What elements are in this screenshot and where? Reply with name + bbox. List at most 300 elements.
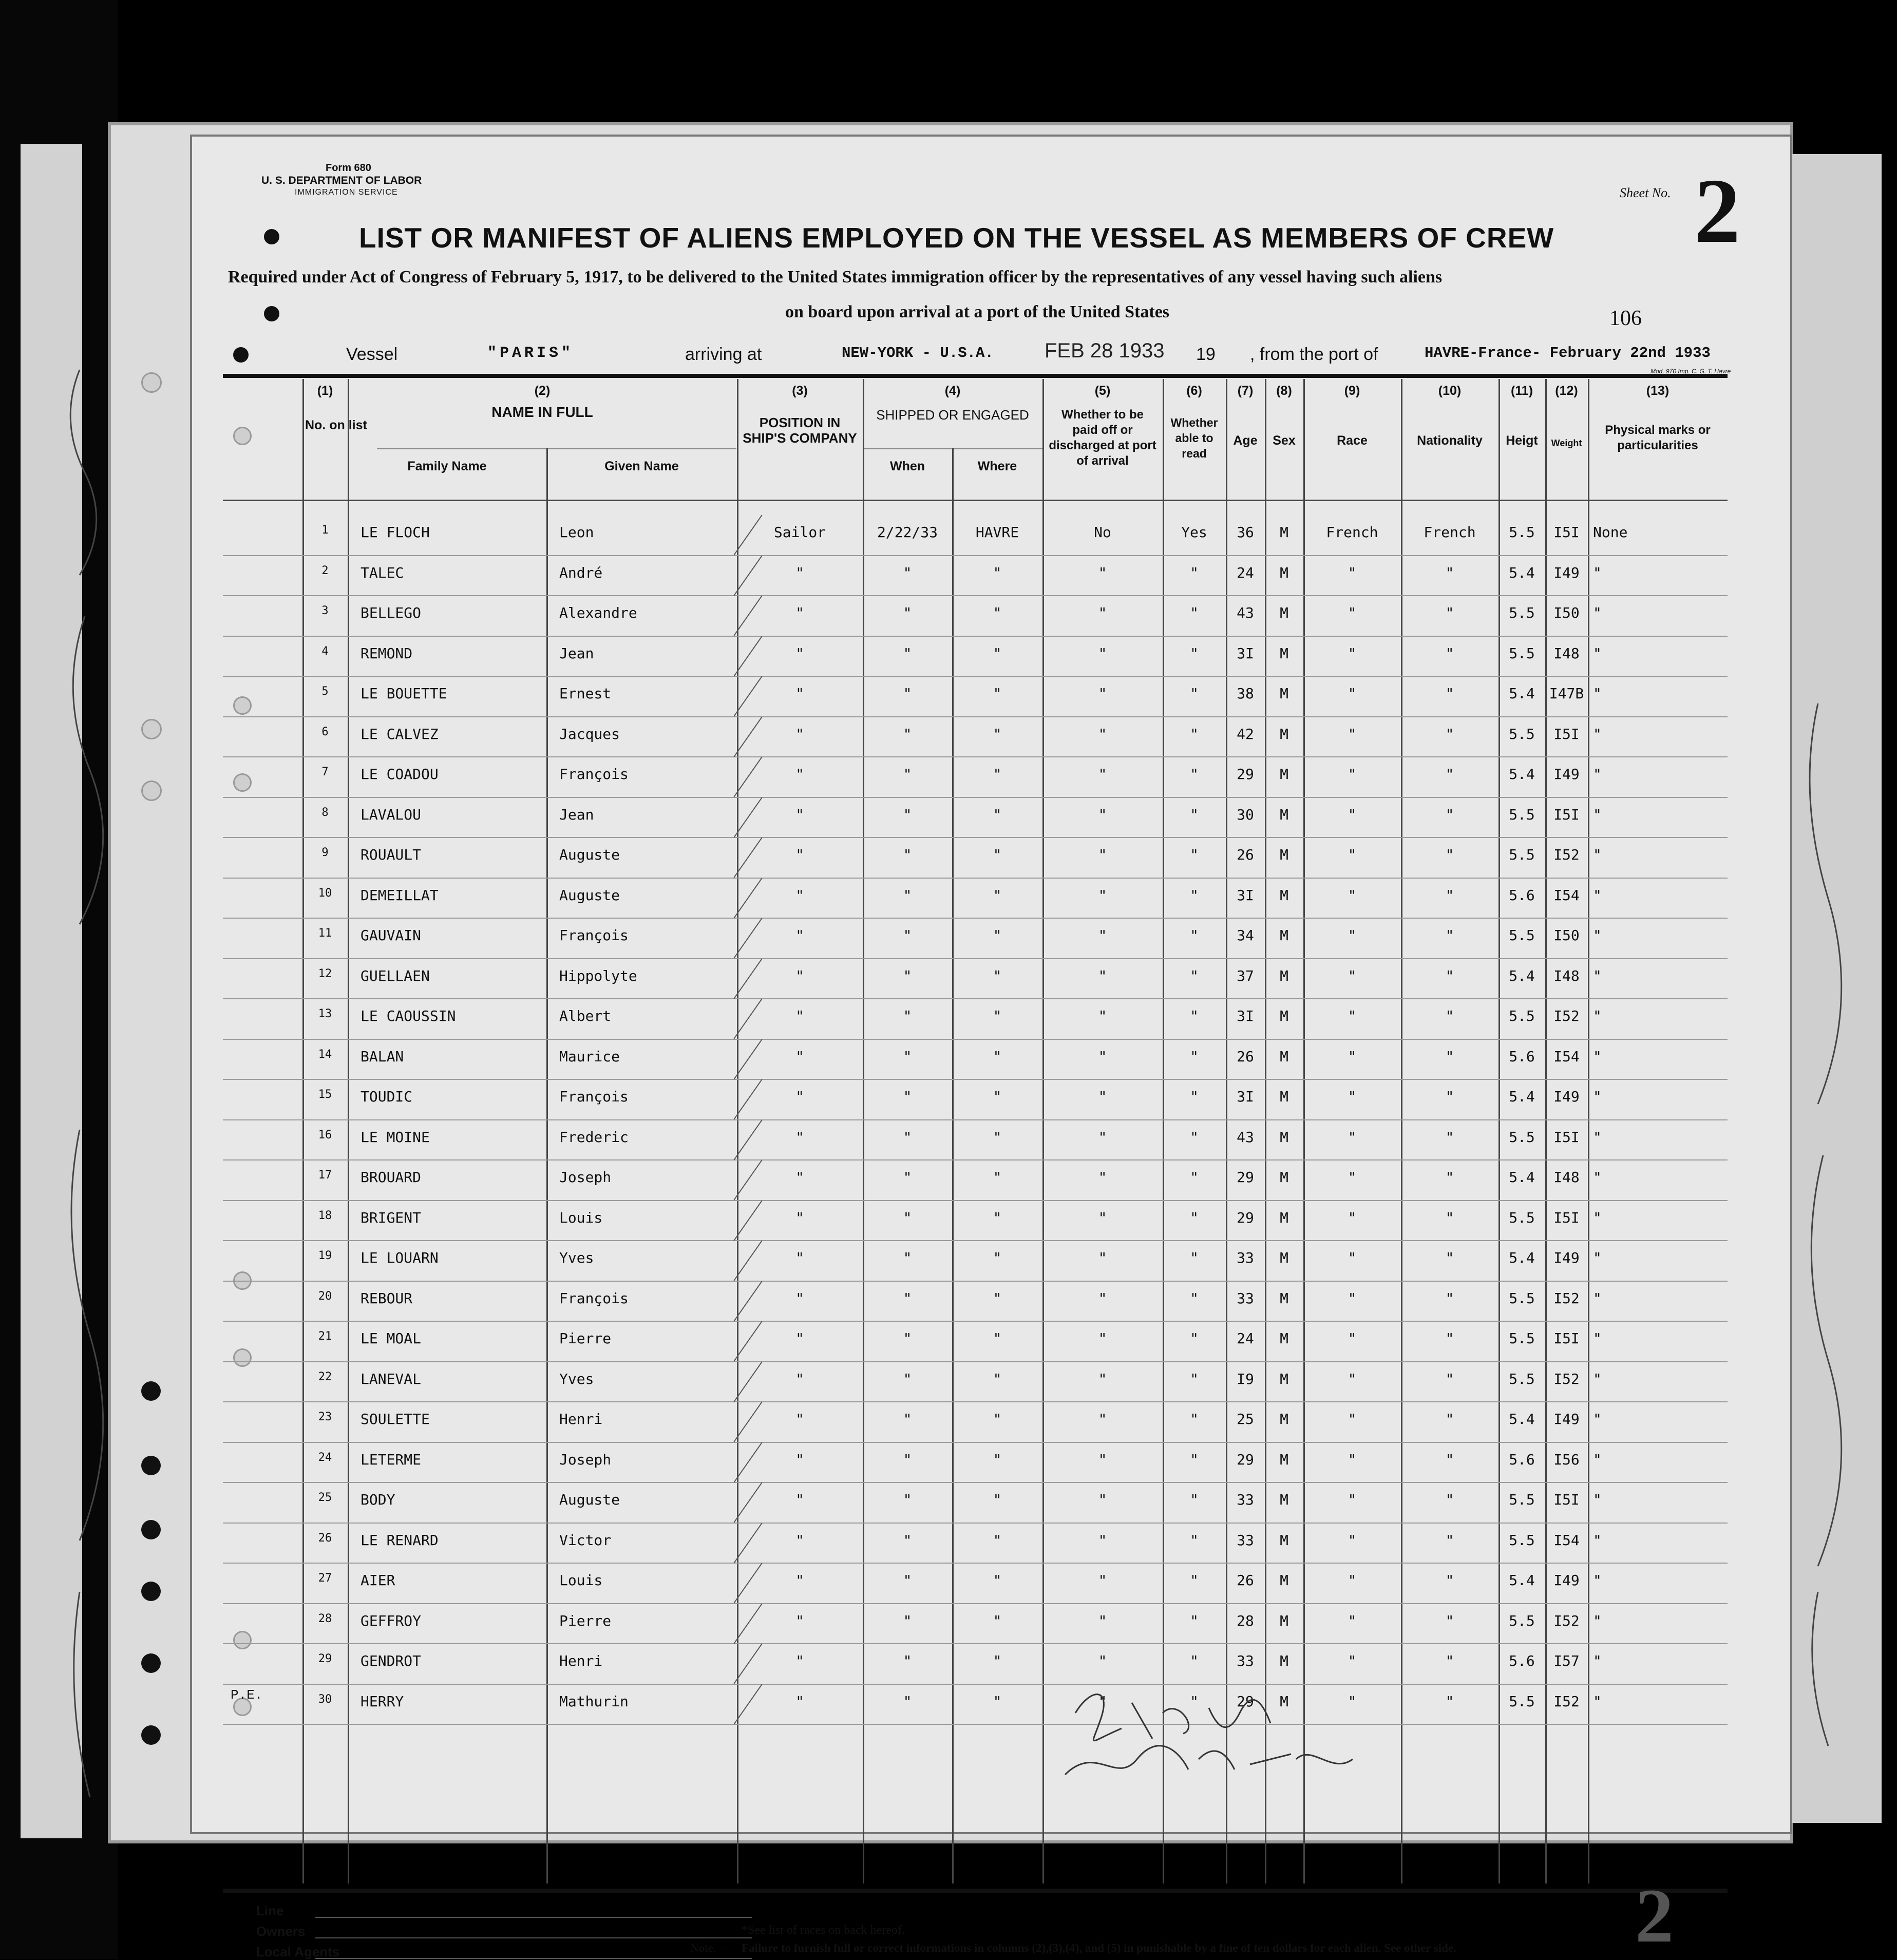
col3-number: (3) [792, 384, 808, 398]
cell-shipped-when: " [903, 1572, 912, 1589]
cell-age: 29 [1237, 1209, 1254, 1226]
cell-height: 5.5 [1509, 1128, 1535, 1146]
crew-manifest-table [223, 374, 1728, 1894]
row-rule [223, 676, 1728, 677]
cell-family-name: LE LOUARN [361, 1249, 439, 1266]
cell-shipped-where: " [993, 1007, 1002, 1024]
cell-given-name: Alexandre [559, 604, 637, 621]
cell-age: 29 [1237, 1169, 1254, 1186]
cell-race: " [1348, 1007, 1357, 1024]
cell-family-name: ROUAULT [361, 846, 422, 863]
footer-agents-label: Local Agents [256, 1944, 340, 1959]
cell-weight: I49 [1553, 1411, 1580, 1428]
cell-position: " [795, 1451, 804, 1468]
from-port: HAVRE-France- February 22nd 1933 [1425, 345, 1711, 361]
cell-weight: I5I [1553, 1128, 1580, 1146]
cell-physical-marks: " [1593, 1692, 1602, 1710]
cell-given-name: Hippolyte [559, 967, 637, 984]
row-rule [223, 998, 1728, 999]
cell-able-to-read: " [1190, 1652, 1199, 1669]
table-row [223, 1162, 1728, 1202]
cell-height: 5.5 [1509, 846, 1535, 863]
col6-number: (6) [1186, 384, 1202, 398]
cell-paid-off: " [1098, 1209, 1107, 1226]
col9-label: Race [1337, 433, 1368, 448]
table-row [223, 517, 1728, 557]
table-row [223, 758, 1728, 799]
cell-able-to-read: " [1190, 967, 1199, 984]
cell-physical-marks: " [1593, 806, 1602, 823]
cell-nationality: " [1445, 1007, 1454, 1024]
cell-race: " [1348, 1048, 1357, 1065]
cell-row-number: 1 [321, 524, 329, 537]
cell-height: 5.5 [1509, 1209, 1535, 1226]
cell-height: 5.5 [1509, 1491, 1535, 1508]
cell-row-number: 23 [318, 1411, 332, 1423]
binder-hole [141, 719, 162, 739]
cell-able-to-read: " [1190, 1451, 1199, 1468]
cell-nationality: " [1445, 1692, 1454, 1710]
cell-given-name: Joseph [559, 1451, 612, 1468]
cell-nationality: " [1445, 1088, 1454, 1105]
cell-paid-off: " [1098, 1612, 1107, 1629]
col4-when-label: When [889, 459, 925, 473]
cell-nationality: " [1445, 685, 1454, 702]
cell-row-number: 6 [321, 725, 329, 738]
cell-age: 36 [1237, 524, 1254, 541]
cell-row-number: 7 [321, 766, 329, 778]
cell-physical-marks: " [1593, 1007, 1602, 1024]
cell-nationality: " [1445, 886, 1454, 904]
cell-sex: M [1280, 1007, 1288, 1024]
row-rule [223, 1361, 1728, 1362]
cell-position: " [795, 886, 804, 904]
cell-physical-marks: " [1593, 766, 1602, 783]
cell-nationality: " [1445, 1330, 1454, 1347]
cell-position: " [795, 604, 804, 621]
cell-nationality: " [1445, 806, 1454, 823]
row-rule [223, 1684, 1728, 1685]
cell-able-to-read: " [1190, 1249, 1199, 1266]
cell-position: " [795, 766, 804, 783]
sheet-no-label: Sheet No. [1620, 185, 1671, 200]
cell-row-number: 20 [318, 1289, 332, 1303]
cell-shipped-when: 2/22/33 [877, 524, 938, 541]
cell-height: 5.5 [1509, 806, 1535, 823]
table-row [223, 1121, 1728, 1162]
table-row [223, 1525, 1728, 1565]
cell-physical-marks: " [1593, 1370, 1602, 1387]
cell-position: " [795, 1652, 804, 1669]
cell-shipped-where: " [993, 1652, 1002, 1669]
cell-race: " [1348, 806, 1357, 823]
cell-age: 33 [1237, 1531, 1254, 1549]
cell-height: 5.5 [1509, 1330, 1535, 1347]
cell-sex: M [1280, 725, 1288, 743]
cell-height: 5.5 [1509, 604, 1535, 621]
cell-physical-marks: " [1593, 1128, 1602, 1146]
cell-height: 5.5 [1509, 1370, 1535, 1387]
cell-race: " [1348, 766, 1357, 783]
cell-shipped-where: " [993, 1411, 1002, 1428]
cell-weight: I5I [1553, 524, 1580, 541]
row-rule [223, 1281, 1728, 1282]
cell-nationality: " [1445, 604, 1454, 621]
col6-label: Whether able to read [1170, 416, 1218, 460]
cell-position: " [795, 1289, 804, 1307]
cell-paid-off: " [1098, 1451, 1107, 1468]
cell-age: 33 [1237, 1289, 1254, 1307]
cell-family-name: GEFFROY [361, 1612, 422, 1629]
cell-physical-marks: " [1593, 1411, 1602, 1428]
cell-nationality: " [1445, 766, 1454, 783]
cell-row-number: 11 [318, 927, 332, 940]
cell-able-to-read: " [1190, 1169, 1199, 1186]
cell-weight: I49 [1553, 766, 1580, 783]
cell-weight: I57 [1553, 1652, 1580, 1669]
cell-nationality: " [1445, 644, 1454, 662]
cell-age: 25 [1237, 1411, 1254, 1428]
cell-height: 5.4 [1509, 685, 1535, 702]
cell-height: 5.6 [1509, 1652, 1535, 1669]
cell-paid-off: No [1094, 524, 1111, 541]
cell-given-name: François [559, 927, 629, 944]
cell-paid-off: " [1098, 1370, 1107, 1387]
row-rule [223, 555, 1728, 556]
cell-weight: I50 [1553, 927, 1580, 944]
cell-paid-off: " [1098, 1007, 1107, 1024]
cell-nationality: " [1445, 564, 1454, 581]
cell-age: 29 [1237, 1451, 1254, 1468]
cell-family-name: REMOND [361, 644, 413, 662]
cell-family-name: LE MOINE [361, 1128, 430, 1146]
binder-hole [141, 1520, 161, 1539]
cell-physical-marks: " [1593, 1652, 1602, 1669]
binder-hole [141, 372, 162, 393]
cell-sex: M [1280, 1652, 1288, 1669]
col1-number: (1) [317, 384, 333, 398]
cell-given-name: Albert [559, 1007, 612, 1024]
cell-position: " [795, 1128, 804, 1146]
cell-age: 24 [1237, 564, 1254, 581]
cell-shipped-when: " [903, 886, 912, 904]
cell-shipped-when: " [903, 1612, 912, 1629]
cell-given-name: Victor [559, 1531, 612, 1549]
col4-label: SHIPPED OR ENGAGED [876, 407, 1029, 423]
cell-given-name: Louis [559, 1209, 603, 1226]
cell-sex: M [1280, 1572, 1288, 1589]
cell-race: " [1348, 604, 1357, 621]
cell-given-name: François [559, 1088, 629, 1105]
cell-physical-marks: " [1593, 1491, 1602, 1508]
year-prefix: 19 [1196, 345, 1216, 364]
cell-sex: M [1280, 1411, 1288, 1428]
cell-family-name: GAUVAIN [361, 927, 422, 944]
cell-shipped-when: " [903, 1128, 912, 1146]
cell-age: 3I [1237, 644, 1254, 662]
side-handwriting-right [1782, 693, 1859, 1772]
cell-shipped-where: " [993, 1249, 1002, 1266]
cell-weight: I5I [1553, 1209, 1580, 1226]
cell-family-name: BODY [361, 1491, 395, 1508]
cell-weight: I48 [1553, 644, 1580, 662]
row-rule [223, 716, 1728, 717]
table-row [223, 839, 1728, 880]
cell-age: 26 [1237, 1572, 1254, 1589]
cell-sex: M [1280, 927, 1288, 944]
cell-shipped-where: " [993, 1692, 1002, 1710]
cell-height: 5.5 [1509, 1612, 1535, 1629]
cell-weight: I54 [1553, 886, 1580, 904]
cell-height: 5.5 [1509, 524, 1535, 541]
footer-line-label: Line [256, 1903, 284, 1918]
cell-paid-off: " [1098, 1169, 1107, 1186]
cell-age: 3I [1237, 1007, 1254, 1024]
cell-position: " [795, 644, 804, 662]
col2-given-label: Given Name [604, 459, 679, 473]
cell-row-number: 16 [318, 1128, 332, 1141]
cell-row-number: 2 [321, 564, 329, 577]
cell-sex: M [1280, 1491, 1288, 1508]
cell-shipped-when: " [903, 1048, 912, 1065]
cell-position: " [795, 1048, 804, 1065]
cell-row-number: 24 [318, 1451, 332, 1464]
cell-shipped-when: " [903, 1330, 912, 1347]
cell-age: 29 [1237, 1692, 1254, 1710]
cell-position: " [795, 1531, 804, 1549]
cell-shipped-when: " [903, 1249, 912, 1266]
cell-able-to-read: " [1190, 1572, 1199, 1589]
cell-shipped-where: HAVRE [975, 524, 1019, 541]
side-handwriting-left [49, 359, 110, 1900]
cell-family-name: HERRY [361, 1692, 404, 1710]
punch-hole [264, 229, 279, 244]
cell-height: 5.4 [1509, 967, 1535, 984]
cell-nationality: " [1445, 1169, 1454, 1186]
cell-physical-marks: " [1593, 1088, 1602, 1105]
cell-sex: M [1280, 1692, 1288, 1710]
cell-age: 33 [1237, 1652, 1254, 1669]
cell-weight: I47B [1549, 685, 1584, 702]
cell-race: " [1348, 1209, 1357, 1226]
cell-shipped-when: " [903, 725, 912, 743]
cell-row-number: 8 [321, 806, 329, 819]
cell-given-name: Leon [559, 524, 594, 541]
table-row [223, 1323, 1728, 1363]
document-subtitle-2: on board upon arrival at a port of the United States [785, 302, 1170, 321]
col10-label: Nationality [1417, 433, 1483, 448]
row-rule [223, 1603, 1728, 1604]
cell-given-name: Yves [559, 1370, 594, 1387]
cell-family-name: BROUARD [361, 1169, 422, 1186]
cell-shipped-when: " [903, 1370, 912, 1387]
cell-shipped-when: " [903, 967, 912, 984]
cell-paid-off: " [1098, 1411, 1107, 1428]
row-rule [223, 1563, 1728, 1564]
cell-sex: M [1280, 1370, 1288, 1387]
table-row [223, 1403, 1728, 1444]
cell-race: " [1348, 725, 1357, 743]
cell-position: " [795, 685, 804, 702]
table-row [223, 718, 1728, 759]
cell-able-to-read: " [1190, 1692, 1199, 1710]
cell-position: " [795, 1692, 804, 1710]
arriving-port: NEW-YORK - U.S.A. [842, 345, 994, 361]
cell-weight: I52 [1553, 1289, 1580, 1307]
cell-sex: M [1280, 524, 1288, 541]
cell-race: " [1348, 1169, 1357, 1186]
cell-position: " [795, 1209, 804, 1226]
col10-number: (10) [1438, 384, 1462, 398]
cell-shipped-where: " [993, 564, 1002, 581]
cell-shipped-where: " [993, 1048, 1002, 1065]
col2-label: NAME IN FULL [491, 404, 593, 420]
row-rule [223, 1724, 1728, 1725]
cell-physical-marks: " [1593, 846, 1602, 863]
row-rule [223, 1643, 1728, 1644]
cell-row-number: 3 [321, 604, 329, 617]
cell-shipped-when: " [903, 644, 912, 662]
cell-sex: M [1280, 846, 1288, 863]
cell-able-to-read: " [1190, 1209, 1199, 1226]
cell-height: 5.4 [1509, 1572, 1535, 1589]
cell-family-name: LE COADOU [361, 766, 439, 783]
cell-race: " [1348, 564, 1357, 581]
row-rule [223, 837, 1728, 838]
row-rule [223, 1200, 1728, 1201]
cell-weight: I52 [1553, 846, 1580, 863]
cell-sex: M [1280, 1451, 1288, 1468]
cell-paid-off: " [1098, 685, 1107, 702]
cell-height: 5.4 [1509, 766, 1535, 783]
row-rule [223, 1321, 1728, 1322]
cell-age: 24 [1237, 1330, 1254, 1347]
cell-sex: M [1280, 644, 1288, 662]
cell-shipped-where: " [993, 644, 1002, 662]
cell-age: 3I [1237, 1088, 1254, 1105]
cell-shipped-where: " [993, 1128, 1002, 1146]
cell-row-number: 18 [318, 1209, 332, 1222]
table-row [223, 1444, 1728, 1485]
binder-hole [141, 1381, 161, 1401]
cell-given-name: Pierre [559, 1330, 612, 1347]
cell-weight: I52 [1553, 1612, 1580, 1629]
cell-family-name: LE CALVEZ [361, 725, 439, 743]
col11-number: (11) [1510, 384, 1533, 398]
cell-race: " [1348, 685, 1357, 702]
cell-shipped-when: " [903, 1088, 912, 1105]
cell-height: 5.5 [1509, 1531, 1535, 1549]
cell-race: " [1348, 1652, 1357, 1669]
cell-physical-marks: " [1593, 1249, 1602, 1266]
cell-physical-marks: " [1593, 1531, 1602, 1549]
cell-row-number: 26 [318, 1531, 332, 1545]
cell-row-number: 21 [318, 1330, 332, 1343]
cell-sex: M [1280, 1289, 1288, 1307]
cell-position: Sailor [773, 524, 826, 541]
cell-physical-marks: " [1593, 644, 1602, 662]
cell-nationality: " [1445, 1370, 1454, 1387]
cell-shipped-where: " [993, 1289, 1002, 1307]
cell-shipped-when: " [903, 1491, 912, 1508]
cell-height: 5.5 [1509, 644, 1535, 662]
cell-shipped-when: " [903, 1652, 912, 1669]
cell-race: " [1348, 1088, 1357, 1105]
cell-shipped-where: " [993, 1612, 1002, 1629]
cell-family-name: TALEC [361, 564, 404, 581]
row-rule [223, 1119, 1728, 1120]
cell-able-to-read: " [1190, 725, 1199, 743]
cell-position: " [795, 564, 804, 581]
cell-race: " [1348, 644, 1357, 662]
cell-given-name: François [559, 1289, 629, 1307]
cell-race: " [1348, 1451, 1357, 1468]
cell-age: 28 [1237, 1612, 1254, 1629]
cell-sex: M [1280, 886, 1288, 904]
table-row [223, 1484, 1728, 1525]
cell-sex: M [1280, 604, 1288, 621]
cell-given-name: André [559, 564, 603, 581]
cell-nationality: " [1445, 1612, 1454, 1629]
manifest-sheet [190, 135, 1792, 1959]
cell-physical-marks: " [1593, 1048, 1602, 1065]
cell-race: " [1348, 886, 1357, 904]
cell-sex: M [1280, 1249, 1288, 1266]
cell-weight: I5I [1553, 806, 1580, 823]
cell-given-name: Henri [559, 1411, 603, 1428]
col4-where-label: Where [977, 459, 1017, 473]
cell-nationality: " [1445, 1652, 1454, 1669]
cell-age: 43 [1237, 604, 1254, 621]
cell-physical-marks: " [1593, 1330, 1602, 1347]
cell-race: " [1348, 846, 1357, 863]
cell-position: " [795, 1088, 804, 1105]
cell-given-name: Auguste [559, 846, 620, 863]
binder-hole [141, 1582, 161, 1601]
table-row [223, 678, 1728, 718]
cell-nationality: " [1445, 1048, 1454, 1065]
cell-shipped-when: " [903, 1289, 912, 1307]
cell-physical-marks: " [1593, 927, 1602, 944]
cell-row-number: 27 [318, 1572, 332, 1585]
cell-paid-off: " [1098, 806, 1107, 823]
bottom-sheet-number: 2 [1635, 1873, 1674, 1958]
cell-race: " [1348, 967, 1357, 984]
cell-given-name: Jacques [559, 725, 620, 743]
table-row [223, 880, 1728, 920]
cell-weight: I54 [1553, 1048, 1580, 1065]
footer-line-rule [315, 1917, 752, 1918]
cell-shipped-when: " [903, 1209, 912, 1226]
service-name: IMMIGRATION SERVICE [295, 188, 398, 197]
date-stamp: FEB 28 1933 [1045, 339, 1165, 362]
cell-shipped-where: " [993, 1330, 1002, 1347]
cell-paid-off: " [1098, 564, 1107, 581]
cell-nationality: " [1445, 1491, 1454, 1508]
col2-number: (2) [534, 384, 551, 398]
cell-able-to-read: " [1190, 644, 1199, 662]
cell-able-to-read: " [1190, 1128, 1199, 1146]
cell-paid-off: " [1098, 725, 1107, 743]
cell-shipped-when: " [903, 1007, 912, 1024]
cell-age: 43 [1237, 1128, 1254, 1146]
cell-nationality: " [1445, 1128, 1454, 1146]
cell-nationality: " [1445, 927, 1454, 944]
cell-paid-off: " [1098, 846, 1107, 863]
cell-row-number: 10 [318, 886, 332, 900]
cell-age: 37 [1237, 967, 1254, 984]
page-stamp: 106 [1609, 307, 1642, 330]
